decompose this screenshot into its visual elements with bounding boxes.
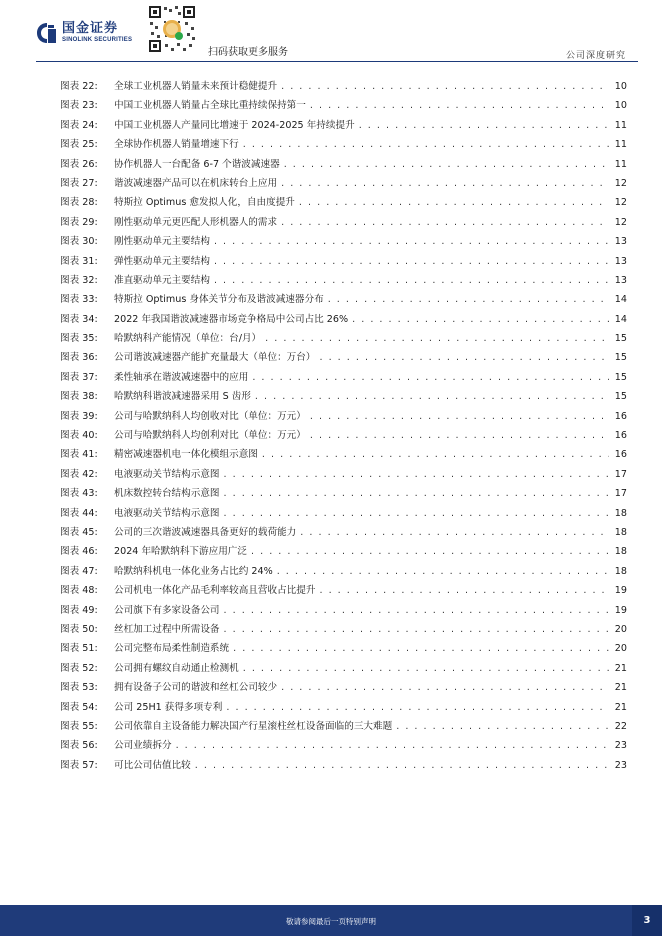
toc-dot-leader [243, 663, 609, 674]
toc-entry-page: 19 [614, 604, 627, 616]
toc-entry-page: 19 [614, 585, 627, 597]
toc-entry[interactable] [60, 679, 627, 698]
toc-entry-label: 图表 29: [60, 216, 98, 228]
toc-entry[interactable] [60, 466, 627, 485]
toc-entry-title: 公司机电一体化产品毛利率较高且营收占比提升 [114, 585, 316, 597]
toc-entry-page: 14 [614, 313, 627, 325]
toc-entry[interactable] [60, 388, 627, 407]
company-logo [36, 22, 132, 44]
toc-entry-label: 图表 35: [60, 333, 98, 345]
toc-dot-leader [214, 256, 609, 267]
toc-entry[interactable] [60, 117, 627, 136]
toc-dot-leader [195, 760, 609, 771]
toc-entry-page: 13 [614, 255, 627, 267]
toc-entry-page: 15 [614, 352, 627, 364]
toc-entry-page: 23 [614, 759, 627, 771]
toc-entry-page: 16 [614, 449, 627, 461]
toc-dot-leader [243, 139, 609, 150]
toc-entry-title: 公司与哈默纳科人均创收对比（单位：万元） [114, 410, 306, 422]
toc-entry[interactable] [60, 563, 627, 582]
toc-entry[interactable] [60, 291, 627, 310]
toc-entry-label: 图表 40: [60, 430, 98, 442]
toc-entry-title: 公司业绩拆分 [114, 740, 172, 752]
toc-entry-title: 协作机器人一台配备 6-7 个谐波减速器 [114, 158, 280, 170]
toc-entry[interactable] [60, 233, 627, 252]
toc-dot-leader [281, 217, 609, 228]
qr-code-icon[interactable] [147, 4, 197, 54]
toc-entry[interactable] [60, 194, 627, 213]
toc-dot-leader [224, 488, 609, 499]
toc-entry-title: 公司 25H1 获得多项专利 [114, 701, 223, 713]
toc-dot-leader [224, 469, 609, 480]
toc-dot-leader [277, 566, 609, 577]
toc-entry-page: 16 [614, 430, 627, 442]
toc-entry-title: 准直驱动单元主要结构 [114, 274, 210, 286]
toc-entry-page: 12 [614, 197, 627, 209]
toc-entry-title: 特斯拉 Optimus 身体关节分布及谐波减速器分布 [114, 294, 324, 306]
toc-entry-page: 11 [614, 139, 627, 151]
toc-entry-page: 23 [614, 740, 627, 752]
toc-entry[interactable] [60, 214, 627, 233]
toc-entry-title: 电液驱动关节结构示意图 [114, 507, 220, 519]
toc-entry-page: 10 [614, 81, 627, 92]
toc-entry-title: 公司谐波减速器产能扩充量最大（单位：万台） [114, 352, 316, 364]
toc-entry-label: 图表 55: [60, 720, 98, 732]
toc-entry-page: 20 [614, 623, 627, 635]
page-number: 3 [632, 905, 662, 936]
toc-entry-title: 特斯拉 Optimus 愈发拟人化，自由度提升 [114, 197, 295, 209]
toc-entry[interactable] [60, 136, 627, 155]
toc-entry-page: 11 [614, 158, 627, 170]
toc-entry[interactable] [60, 485, 627, 504]
toc-entry-label: 图表 26: [60, 158, 98, 170]
toc-entry-label: 图表 34: [60, 313, 98, 325]
toc-entry-title: 可比公司估值比较 [114, 759, 191, 771]
toc-dot-leader [281, 81, 609, 92]
toc-entry-page: 21 [614, 701, 627, 713]
toc-entry-label: 图表 37: [60, 371, 98, 383]
toc-entry-title: 哈默纳科谐波减速器采用 S 齿形 [114, 391, 251, 403]
toc-entry-label: 图表 45: [60, 526, 98, 538]
toc-entry-title: 精密减速器机电一体化模组示意图 [114, 449, 258, 461]
toc-entry[interactable] [60, 97, 627, 116]
toc-entry-title: 公司依靠自主设备能力解决国产行星滚柱丝杠设备面临的三大难题 [114, 720, 393, 732]
toc-entry-page: 11 [614, 119, 627, 131]
toc-entry[interactable] [60, 175, 627, 194]
figure-index-list [60, 78, 627, 776]
toc-entry-page: 13 [614, 236, 627, 248]
toc-dot-leader [319, 352, 609, 363]
toc-entry-page: 20 [614, 643, 627, 655]
toc-entry[interactable] [60, 272, 627, 291]
page-header [0, 0, 662, 62]
toc-dot-leader [224, 605, 609, 616]
toc-entry-page: 22 [614, 720, 627, 732]
toc-dot-leader [252, 372, 609, 383]
toc-entry-title: 全球工业机器人销量未来预计稳健提升 [114, 81, 278, 92]
toc-entry-title: 电液驱动关节结构示意图 [114, 468, 220, 480]
toc-entry[interactable] [60, 78, 627, 97]
toc-dot-leader [281, 682, 609, 693]
toc-entry-page: 15 [614, 333, 627, 345]
toc-entry[interactable] [60, 602, 627, 621]
toc-entry-title: 公司旗下有多家设备公司 [114, 604, 220, 616]
toc-entry-title: 机床数控转台结构示意图 [114, 488, 220, 500]
report-type-label: 公司深度研究 [565, 51, 626, 61]
toc-entry[interactable] [60, 311, 627, 330]
toc-dot-leader [214, 236, 609, 247]
toc-entry[interactable] [60, 621, 627, 640]
toc-entry-label: 图表 25: [60, 139, 98, 151]
toc-entry-title: 2024 年哈默纳科下游应用广泛 [114, 546, 247, 558]
toc-entry[interactable] [60, 349, 627, 368]
toc-entry-title: 全球协作机器人销量增速下行 [114, 139, 239, 151]
toc-dot-leader [310, 100, 609, 111]
toc-entry-title: 刚性驱动单元更匹配人形机器人的需求 [114, 216, 278, 228]
toc-dot-leader [214, 275, 609, 286]
toc-entry-label: 图表 54: [60, 701, 98, 713]
toc-dot-leader [224, 508, 609, 519]
toc-entry-page: 17 [614, 488, 627, 500]
toc-entry[interactable] [60, 543, 627, 562]
toc-entry-title: 中国工业机器人销量占全球比重持续保持第一 [114, 100, 306, 112]
toc-entry-label: 图表 57: [60, 759, 98, 771]
toc-entry-label: 图表 41: [60, 449, 98, 461]
toc-entry[interactable] [60, 660, 627, 679]
toc-entry-label: 图表 56: [60, 740, 98, 752]
toc-entry-label: 图表 51: [60, 643, 98, 655]
toc-entry-label: 图表 48: [60, 585, 98, 597]
toc-entry[interactable] [60, 156, 627, 175]
toc-entry-label: 图表 53: [60, 682, 98, 694]
toc-entry-label: 图表 52: [60, 662, 98, 674]
disclaimer-notice: 敬请参阅最后一页特别声明 [286, 917, 376, 926]
toc-entry-title: 拥有设备子公司的谐波和丝杠公司较少 [114, 682, 278, 694]
toc-entry-label: 图表 44: [60, 507, 98, 519]
toc-entry[interactable] [60, 369, 627, 388]
toc-entry[interactable] [60, 699, 627, 718]
toc-entry-label: 图表 49: [60, 604, 98, 616]
scan-for-services-text: 扫码获取更多服务 [208, 47, 288, 58]
toc-dot-leader [251, 546, 609, 557]
toc-entry[interactable] [60, 718, 627, 737]
toc-entry[interactable] [60, 253, 627, 272]
toc-entry-label: 图表 38: [60, 391, 98, 403]
toc-entry-title: 哈默纳科产能情况（单位：台/月） [114, 333, 262, 345]
toc-entry-title: 刚性驱动单元主要结构 [114, 236, 210, 248]
toc-entry-title: 公司拥有螺纹自动通止检测机 [114, 662, 239, 674]
toc-entry[interactable] [60, 737, 627, 756]
toc-dot-leader [359, 120, 609, 131]
toc-entry-title: 公司与哈默纳科人均创利对比（单位：万元） [114, 430, 306, 442]
logo-english-text: SINOLINK SECURITIES [62, 37, 133, 43]
toc-entry-page: 21 [614, 662, 627, 674]
header-divider [36, 61, 638, 62]
sinolink-logo-icon [36, 22, 58, 44]
toc-entry-label: 图表 47: [60, 565, 98, 577]
toc-entry-title: 柔性轴承在谐波减速器中的应用 [114, 371, 249, 383]
toc-entry-page: 17 [614, 468, 627, 480]
toc-entry-title: 哈默纳科机电一体化业务占比约 24% [114, 565, 273, 577]
toc-entry-page: 12 [614, 216, 627, 228]
toc-entry-label: 图表 43: [60, 488, 98, 500]
toc-dot-leader [396, 721, 609, 732]
toc-entry-label: 图表 22: [60, 81, 98, 92]
toc-entry-page: 15 [614, 391, 627, 403]
toc-entry-title: 丝杠加工过程中所需设备 [114, 623, 220, 635]
toc-entry-label: 图表 27: [60, 177, 98, 189]
toc-dot-leader [224, 624, 609, 635]
toc-entry-page: 18 [614, 546, 627, 558]
toc-entry-page: 12 [614, 177, 627, 189]
toc-entry-page: 18 [614, 526, 627, 538]
toc-dot-leader [299, 197, 609, 208]
toc-entry[interactable] [60, 446, 627, 465]
toc-entry-label: 图表 24: [60, 119, 98, 131]
toc-dot-leader [284, 159, 609, 170]
toc-entry-page: 16 [614, 410, 627, 422]
toc-entry[interactable] [60, 330, 627, 349]
toc-dot-leader [310, 411, 609, 422]
toc-dot-leader [255, 391, 609, 402]
toc-dot-leader [310, 430, 609, 441]
toc-dot-leader [262, 449, 609, 460]
toc-entry-label: 图表 23: [60, 100, 98, 112]
page-footer [0, 905, 662, 936]
toc-dot-leader [281, 178, 609, 189]
toc-entry[interactable] [60, 757, 627, 776]
toc-entry-label: 图表 28: [60, 197, 98, 209]
toc-entry-title: 弹性驱动单元主要结构 [114, 255, 210, 267]
toc-entry-page: 13 [614, 274, 627, 286]
toc-dot-leader [176, 740, 609, 751]
toc-entry-page: 14 [614, 294, 627, 306]
toc-entry-label: 图表 46: [60, 546, 98, 558]
toc-entry-label: 图表 31: [60, 255, 98, 267]
toc-entry[interactable] [60, 582, 627, 601]
toc-entry[interactable] [60, 524, 627, 543]
toc-entry[interactable] [60, 505, 627, 524]
toc-dot-leader [319, 585, 609, 596]
toc-entry-title: 中国工业机器人产量同比增速于 2024-2025 年持续提升 [114, 119, 355, 131]
toc-entry-title: 2022 年我国谐波减速器市场竞争格局中公司占比 26% [114, 313, 349, 325]
toc-entry-label: 图表 33: [60, 294, 98, 306]
toc-entry-page: 10 [614, 100, 627, 112]
toc-entry-label: 图表 36: [60, 352, 98, 364]
toc-entry-title: 公司完整布局柔性制造系统 [114, 643, 230, 655]
toc-entry-page: 18 [614, 507, 627, 519]
toc-entry-page: 21 [614, 682, 627, 694]
toc-entry-label: 图表 42: [60, 468, 98, 480]
toc-dot-leader [265, 333, 609, 344]
toc-entry-title: 谐波减速器产品可以在机床转台上应用 [114, 177, 278, 189]
toc-entry-title: 公司的三次谐波减速器具备更好的载荷能力 [114, 526, 297, 538]
toc-dot-leader [233, 643, 609, 654]
toc-entry-label: 图表 32: [60, 274, 98, 286]
toc-entry[interactable] [60, 640, 627, 659]
toc-entry[interactable] [60, 427, 627, 446]
toc-entry[interactable] [60, 408, 627, 427]
toc-dot-leader [328, 294, 609, 305]
toc-entry-label: 图表 50: [60, 623, 98, 635]
toc-dot-leader [226, 702, 609, 713]
toc-dot-leader [352, 314, 609, 325]
toc-dot-leader [300, 527, 609, 538]
toc-entry-label: 图表 30: [60, 236, 98, 248]
toc-entry-page: 15 [614, 371, 627, 383]
toc-entry-page: 18 [614, 565, 627, 577]
toc-entry-label: 图表 39: [60, 410, 98, 422]
logo-chinese-text: 国金证券 [62, 21, 119, 36]
